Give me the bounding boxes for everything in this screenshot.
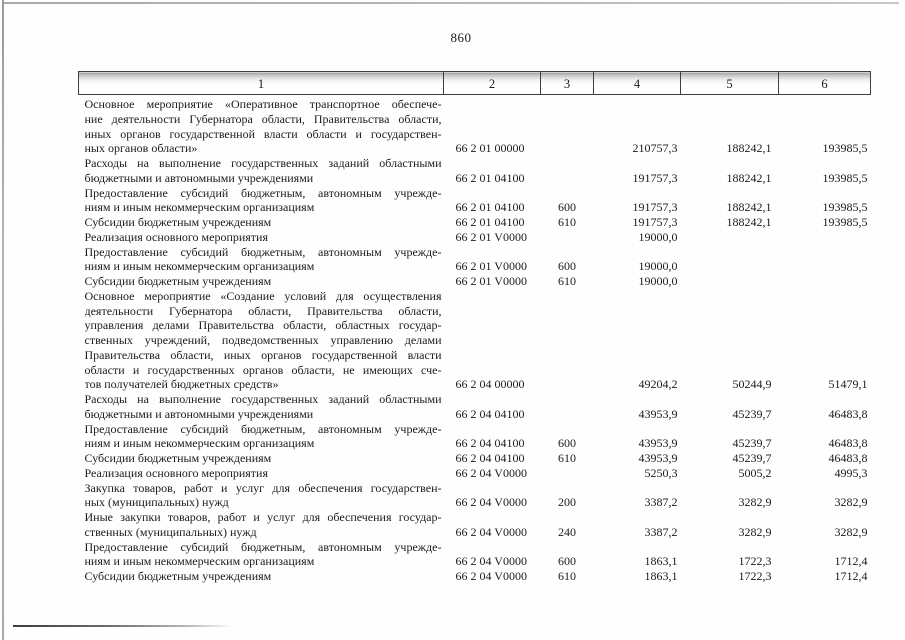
amount-col5-cell: 188242,1 <box>726 215 772 229</box>
target-article-code-cell: 66 2 04 V0000 <box>455 465 527 480</box>
expense-type-cell: 200 <box>558 495 576 510</box>
amount-col6-cell: 193985,5 <box>822 215 868 229</box>
table-row <box>79 540 871 570</box>
activity-name-line: ственных учреждений, подведомственных управлению делами <box>84 333 442 347</box>
amount-col4-cell: 43953,9 <box>638 436 678 451</box>
amount-col5-cell: 45239,7 <box>732 451 772 465</box>
amount-col4-cell: 19000,0 <box>638 229 678 244</box>
target-article-code-cell: 66 2 01 00000 <box>455 141 525 156</box>
activity-name-cell <box>79 215 444 230</box>
activity-name-line: бюджетными и автономными учреждениями <box>84 406 314 421</box>
target-article-code-cell: 66 2 04 V0000 <box>455 554 527 569</box>
amount-col5-cell: 5005,2 <box>738 465 772 480</box>
expense-type-cell: 600 <box>558 200 576 215</box>
amount-col5-cell: 188242,1 <box>726 200 772 215</box>
activity-name-line: ние деятельности Губернатора области, Правительства области, <box>84 111 442 126</box>
scan-top-edge-line <box>3 2 899 4</box>
activity-name-line: деятельности Губернатора области, Правительства области, <box>84 303 442 318</box>
activity-name-line: Субсидии бюджетным учреждениям <box>84 274 272 288</box>
activity-name-line: Расходы на выполнение государственных заданий областными <box>84 156 442 170</box>
activity-name-line: ниям и иным некоммерческим организациям <box>84 200 315 215</box>
activity-name-line: Предоставление субсидий бюджетным, автономным учрежде- <box>84 421 442 436</box>
amount-col4-cell: 19000,0 <box>638 274 678 288</box>
amount-col6-cell: 1712,4 <box>834 569 868 583</box>
amount-col4-cell: 210757,3 <box>632 141 678 156</box>
amount-col5-cell: 45239,7 <box>732 436 772 451</box>
table-row <box>79 510 871 540</box>
expense-type-cell: 600 <box>558 259 576 274</box>
activity-name-line: области и государственных органов области, не имеющих сче- <box>84 362 442 377</box>
amount-col5-cell: 50244,9 <box>732 377 772 392</box>
amount-col5-cell <box>681 230 779 245</box>
activity-name-cell <box>79 156 444 186</box>
target-article-code-cell: 66 2 04 00000 <box>455 377 525 392</box>
amount-col4-cell: 191757,3 <box>632 170 678 185</box>
column-header: 4 <box>594 72 681 95</box>
activity-name-line: Субсидии бюджетным учреждениям <box>84 569 272 583</box>
expense-type-cell: 610 <box>558 569 576 583</box>
amount-col6-cell: 4995,3 <box>834 465 868 480</box>
table-row <box>79 481 871 511</box>
activity-name-cell <box>79 230 444 245</box>
amount-col5-cell <box>681 274 779 289</box>
expense-type-cell <box>541 97 594 156</box>
table-row <box>79 186 871 216</box>
target-article-code-cell: 66 2 04 04100 <box>455 451 525 465</box>
column-header: 6 <box>779 72 871 95</box>
table-row <box>79 289 871 392</box>
activity-name-line: Закупка товаров, работ и услуг для обеспечения государствен- <box>84 480 442 495</box>
target-article-code-cell: 66 2 01 V0000 <box>455 274 527 288</box>
amount-col5-cell: 188242,1 <box>726 141 772 156</box>
activity-name-line: ниям и иным некоммерческим организациям <box>84 436 315 451</box>
amount-col6-cell: 3282,9 <box>834 524 868 539</box>
activity-name-line: тов получателей бюджетных средств» <box>84 377 279 392</box>
expense-type-cell <box>541 289 594 392</box>
activity-name-cell <box>79 274 444 289</box>
activity-name-cell <box>79 422 444 452</box>
table-row <box>79 230 871 245</box>
column-header: 3 <box>541 72 594 95</box>
target-article-code-cell: 66 2 04 V0000 <box>455 569 527 583</box>
activity-name-line: Расходы на выполнение государственных заданий областными <box>84 392 442 406</box>
table-row <box>79 422 871 452</box>
amount-col4-cell: 3387,2 <box>644 524 678 539</box>
activity-name-line: Иные закупки товаров, работ и услуг для обеспечения государ- <box>84 510 442 524</box>
amount-col4-cell: 191757,3 <box>632 215 678 229</box>
amount-col4-cell: 43953,9 <box>638 451 678 465</box>
table-row <box>79 392 871 422</box>
amount-col5-cell <box>681 245 779 275</box>
amount-col5-cell: 188242,1 <box>726 170 772 185</box>
amount-col4-cell: 191757,3 <box>632 200 678 215</box>
table-row <box>79 451 871 466</box>
activity-name-line: ниям и иным некоммерческим организациям <box>84 554 315 569</box>
expense-type-cell: 610 <box>558 215 576 229</box>
target-article-code-cell: 66 2 01 V0000 <box>455 259 527 274</box>
target-article-code-cell: 66 2 01 04100 <box>455 200 525 215</box>
footnote-rule <box>13 625 233 627</box>
amount-col6-cell <box>779 274 871 289</box>
amount-col6-cell <box>779 245 871 275</box>
table-row <box>79 97 871 156</box>
amount-col4-cell: 1863,1 <box>644 554 678 569</box>
amount-col4-cell: 1863,1 <box>644 569 678 583</box>
activity-name-cell <box>79 392 444 422</box>
amount-col5-cell: 45239,7 <box>732 406 772 421</box>
column-header: 1 <box>79 72 444 95</box>
amount-col5-cell: 1722,3 <box>738 569 772 583</box>
activity-name-cell <box>79 289 444 392</box>
amount-col6-cell: 46483,8 <box>828 406 868 421</box>
target-article-code-cell: 66 2 01 04100 <box>455 170 525 185</box>
expense-type-cell: 600 <box>558 554 576 569</box>
target-article-code-cell: 66 2 01 V0000 <box>455 229 527 244</box>
activity-name-line: Основное мероприятие «Создание условий для осуществления <box>84 288 442 303</box>
amount-col6-cell <box>779 230 871 245</box>
expense-type-cell <box>541 156 594 186</box>
amount-col6-cell: 1712,4 <box>834 554 868 569</box>
activity-name-cell <box>79 186 444 216</box>
amount-col6-cell: 3282,9 <box>834 495 868 510</box>
amount-col6-cell: 46483,8 <box>828 451 868 465</box>
activity-name-line: ных (муниципальных) нужд <box>84 495 229 510</box>
activity-name-line: Предоставление субсидий бюджетным, автономным учрежде- <box>84 539 442 554</box>
amount-col5-cell: 1722,3 <box>738 554 772 569</box>
amount-col4-cell: 3387,2 <box>644 495 678 510</box>
activity-name-line: Субсидии бюджетным учреждениям <box>84 215 272 229</box>
table-body <box>79 95 871 584</box>
expense-type-cell <box>541 230 594 245</box>
target-article-code-cell: 66 2 04 04100 <box>455 406 525 421</box>
budget-table <box>78 71 870 584</box>
target-article-code-cell: 66 2 01 04100 <box>455 215 525 229</box>
target-article-code-cell: 66 2 04 V0000 <box>455 495 527 510</box>
activity-name-cell <box>79 466 444 481</box>
amount-col4-cell: 43953,9 <box>638 406 678 421</box>
activity-name-line: Предоставление субсидий бюджетным, автономным учрежде- <box>84 244 442 259</box>
column-header: 2 <box>444 72 541 95</box>
table-row <box>79 156 871 186</box>
activity-name-cell <box>79 451 444 466</box>
activity-name-line: Реализация основного мероприятия <box>84 229 268 244</box>
target-article-code-cell: 66 2 04 V0000 <box>455 524 527 539</box>
activity-name-cell <box>79 510 444 540</box>
activity-name-line: ниям и иным некоммерческим организациям <box>84 259 315 274</box>
activity-name-line: Предоставление субсидий бюджетным, автономным учрежде- <box>84 185 442 200</box>
target-article-code-cell: 66 2 04 04100 <box>455 436 525 451</box>
scan-left-edge-line <box>2 0 4 640</box>
activity-name-line: Основное мероприятие «Оперативное транспортное обеспече- <box>84 97 442 111</box>
table-header-row <box>79 72 871 95</box>
activity-name-line: бюджетными и автономными учреждениями <box>84 170 314 185</box>
table-header <box>79 72 871 95</box>
table-row <box>79 245 871 275</box>
amount-col6-cell: 193985,5 <box>822 200 868 215</box>
activity-name-line: ственных (муниципальных) нужд <box>84 524 257 539</box>
amount-col4-cell: 49204,2 <box>638 377 678 392</box>
activity-name-cell <box>79 97 444 156</box>
table-row <box>79 466 871 481</box>
amount-col6-cell: 193985,5 <box>822 170 868 185</box>
activity-name-line: иных органов государственной власти области и государствен- <box>84 126 442 141</box>
activity-name-line: Реализация основного мероприятия <box>84 465 268 480</box>
activity-name-cell <box>79 481 444 511</box>
activity-name-line: управления делами Правительства области, областных государ- <box>84 318 442 333</box>
activity-name-line: Субсидии бюджетным учреждениям <box>84 451 272 465</box>
budget-table-grid <box>78 71 871 584</box>
amount-col4-cell: 19000,0 <box>638 259 678 274</box>
expense-type-cell <box>541 392 594 422</box>
table-row <box>79 274 871 289</box>
expense-type-cell: 610 <box>558 274 576 288</box>
activity-name-line: ных органов области» <box>84 141 198 156</box>
table-row <box>79 215 871 230</box>
amount-col6-cell: 46483,8 <box>828 436 868 451</box>
expense-type-cell: 610 <box>558 451 576 465</box>
amount-col5-cell: 3282,9 <box>738 524 772 539</box>
amount-col4-cell: 5250,3 <box>644 465 678 480</box>
column-header: 5 <box>681 72 779 95</box>
activity-name-cell <box>79 569 444 584</box>
amount-col6-cell: 193985,5 <box>822 141 868 156</box>
page-number: 860 <box>450 30 472 45</box>
activity-name-cell <box>79 540 444 570</box>
expense-type-cell: 600 <box>558 436 576 451</box>
activity-name-cell <box>79 245 444 275</box>
expense-type-cell: 240 <box>558 524 576 539</box>
expense-type-cell <box>541 466 594 481</box>
table-row <box>79 569 871 584</box>
amount-col6-cell: 51479,1 <box>828 377 868 392</box>
activity-name-line: Правительства области, иных органов государственной власти <box>84 347 442 362</box>
amount-col5-cell: 3282,9 <box>738 495 772 510</box>
